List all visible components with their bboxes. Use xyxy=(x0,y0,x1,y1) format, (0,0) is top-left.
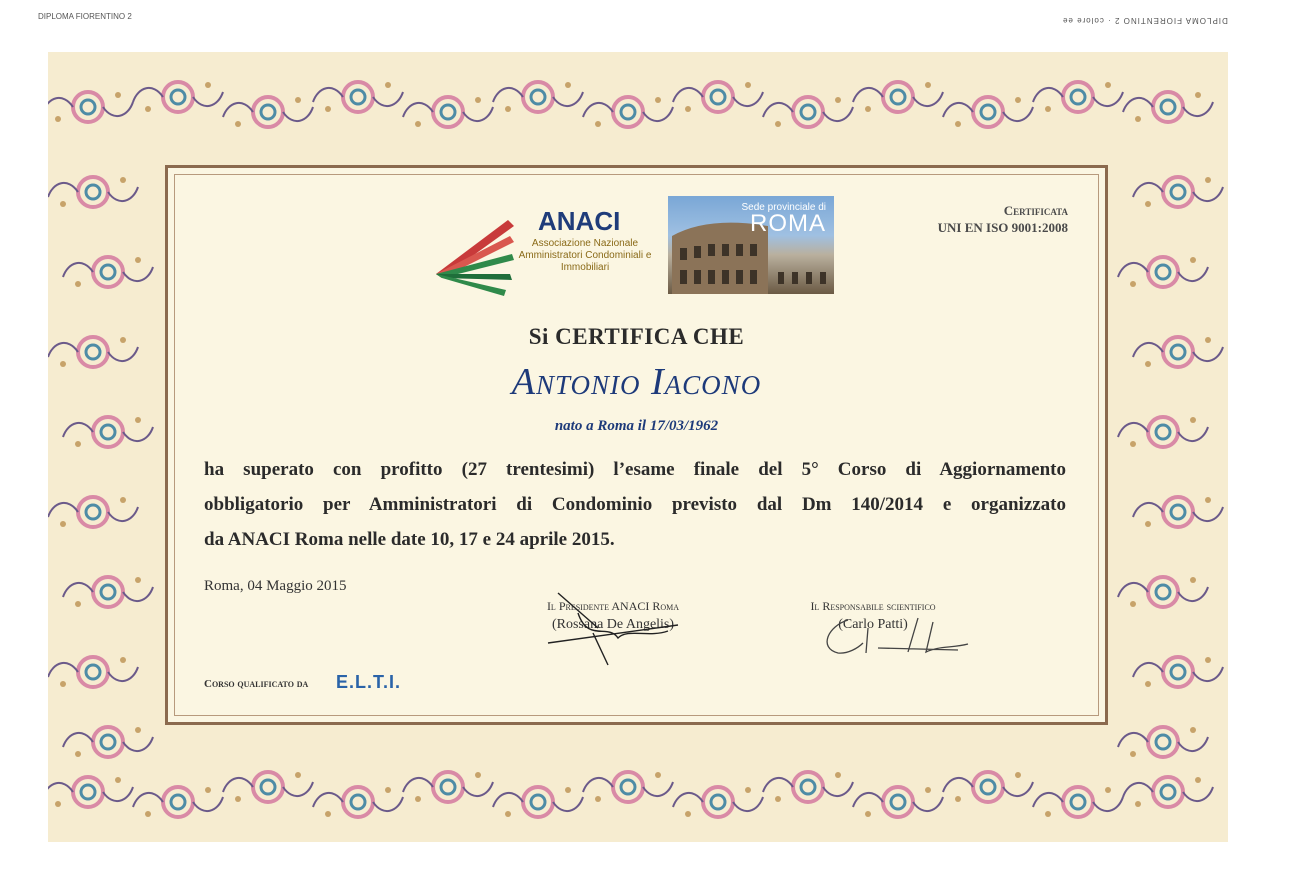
heading-prefix: Si xyxy=(528,324,556,349)
scientific-title: Il Responsabile scientifico xyxy=(810,599,936,613)
certificate-statement xyxy=(204,452,1066,557)
scientific-signature xyxy=(808,608,978,663)
border-left-column xyxy=(48,177,153,757)
roma-caption-small: Sede provinciale di xyxy=(741,202,826,213)
place-and-date: Roma, 04 Maggio 2015 xyxy=(204,578,347,594)
president-name: (Rossana De Angelis) xyxy=(551,617,675,632)
certificate-sheet xyxy=(48,52,1228,842)
president-signature xyxy=(538,583,688,668)
president-title: Il Presidente ANACI Roma xyxy=(546,599,680,613)
statement-line-2: obbligatorio per Amministratori di Condominio previsto dal Dm 140/2014 e organizzato xyxy=(204,494,1066,515)
statement-line-3: da ANACI Roma nelle date 10, 17 e 24 aprile 2015. xyxy=(204,529,615,550)
roma-caption: ROMA xyxy=(750,210,826,237)
course-qualified-label: Corso qualificato da xyxy=(204,678,309,690)
iso-certification xyxy=(868,202,1068,236)
border-bottom-row xyxy=(48,772,1213,817)
certificate-heading xyxy=(168,324,1105,350)
recipient-birth: nato a Roma il 17/03/1962 xyxy=(554,418,719,434)
iso-standard: UNI EN ISO 9001:2008 xyxy=(937,220,1068,235)
elti-logo: E.L.T.I. xyxy=(336,672,402,692)
heading-text: CERTIFICA CHE xyxy=(555,324,745,349)
anaci-logo xyxy=(428,202,668,302)
colosseum-icon xyxy=(668,196,834,294)
border-right-column xyxy=(1118,177,1223,757)
anaci-title: ANACI xyxy=(538,206,621,236)
roma-colosseum-badge xyxy=(668,196,834,294)
iso-label: Certificata xyxy=(1003,203,1068,218)
corner-note-left: DIPLOMA FIORENTINO 2 xyxy=(38,12,132,21)
border-top-row xyxy=(48,82,1213,127)
statement-line-1: ha superato con profitto (27 trentesimi) l’esame finale del 5° Corso di Aggiornamento xyxy=(204,459,1066,480)
anaci-subtitle: Associazione Nazionale Amministratori Condominiali e Immobiliari xyxy=(518,238,652,273)
corner-note-right: DIPLOMA FIORENTINO 2 · colore ee xyxy=(1062,16,1228,25)
certificate-body xyxy=(165,165,1108,725)
scientific-name: (Carlo Patti) xyxy=(838,617,908,632)
recipient-name: Antonio Iacono xyxy=(511,361,762,403)
